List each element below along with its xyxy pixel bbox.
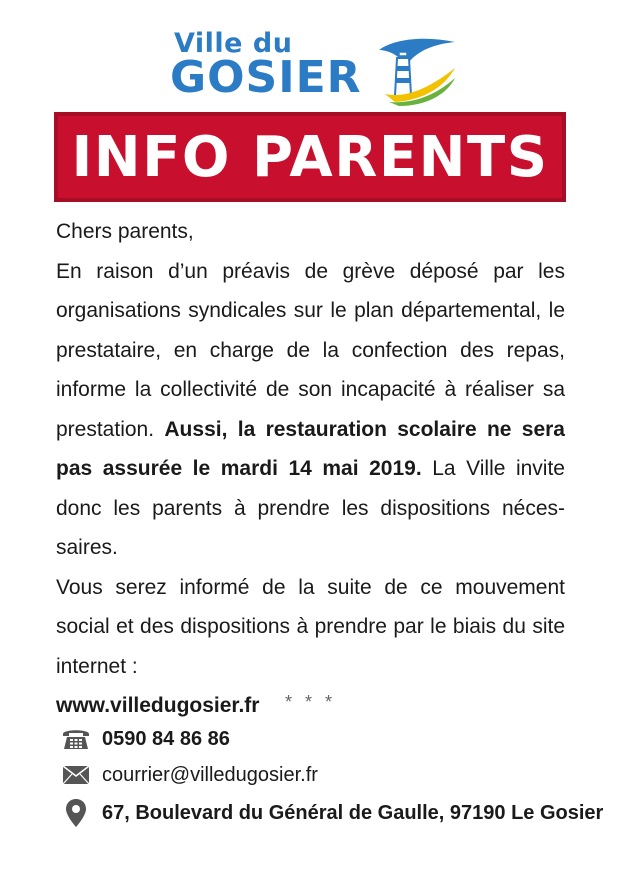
separator: * * * — [284, 692, 337, 712]
letter-body — [56, 212, 565, 726]
logo-line-1: Ville du — [174, 28, 293, 59]
paragraph-2: Vous serez informé de la suite de ce mouvement social et des dispositions à prendre par le biais du site internet : — [56, 575, 565, 678]
paragraph-1-bold: Aussi, la restauration scolaire ne sera pas assurée le mardi 14 mai 2019. — [56, 417, 565, 480]
website-link[interactable]: www.villedugosier.fr — [56, 694, 260, 717]
paragraph-1 — [56, 252, 565, 568]
paragraph-1-intro: En raison d’un préavis de grève déposé par les organisations syndicales sur le plan départemental, le prestataire, en charge de la confection des repas, informe la collectivité de son incapacité à réaliser sa prestation. — [56, 259, 565, 441]
contact-address — [60, 798, 603, 828]
contact-email — [60, 760, 318, 790]
lighthouse-logo-icon — [375, 36, 457, 106]
page-title: INFO PARENTS — [71, 124, 549, 190]
telephone-icon — [60, 725, 92, 753]
email-address[interactable]: courrier@villedugosier.fr — [102, 763, 318, 786]
envelope-icon — [60, 761, 92, 789]
greeting: Chers parents, — [56, 220, 194, 243]
title-banner — [54, 112, 566, 202]
location-pin-icon — [60, 799, 92, 827]
contact-phone — [60, 724, 230, 754]
postal-address: 67, Boulevard du Général de Gaulle, 97190 Le Gosier — [102, 801, 604, 824]
paragraph-1-end: La Ville invite donc les parents à prendre les dispositions néces-saires. — [56, 457, 565, 559]
logo-line-2: GOSIER — [170, 52, 362, 103]
logo — [170, 28, 460, 112]
phone-number[interactable]: 0590 84 86 86 — [102, 727, 230, 750]
